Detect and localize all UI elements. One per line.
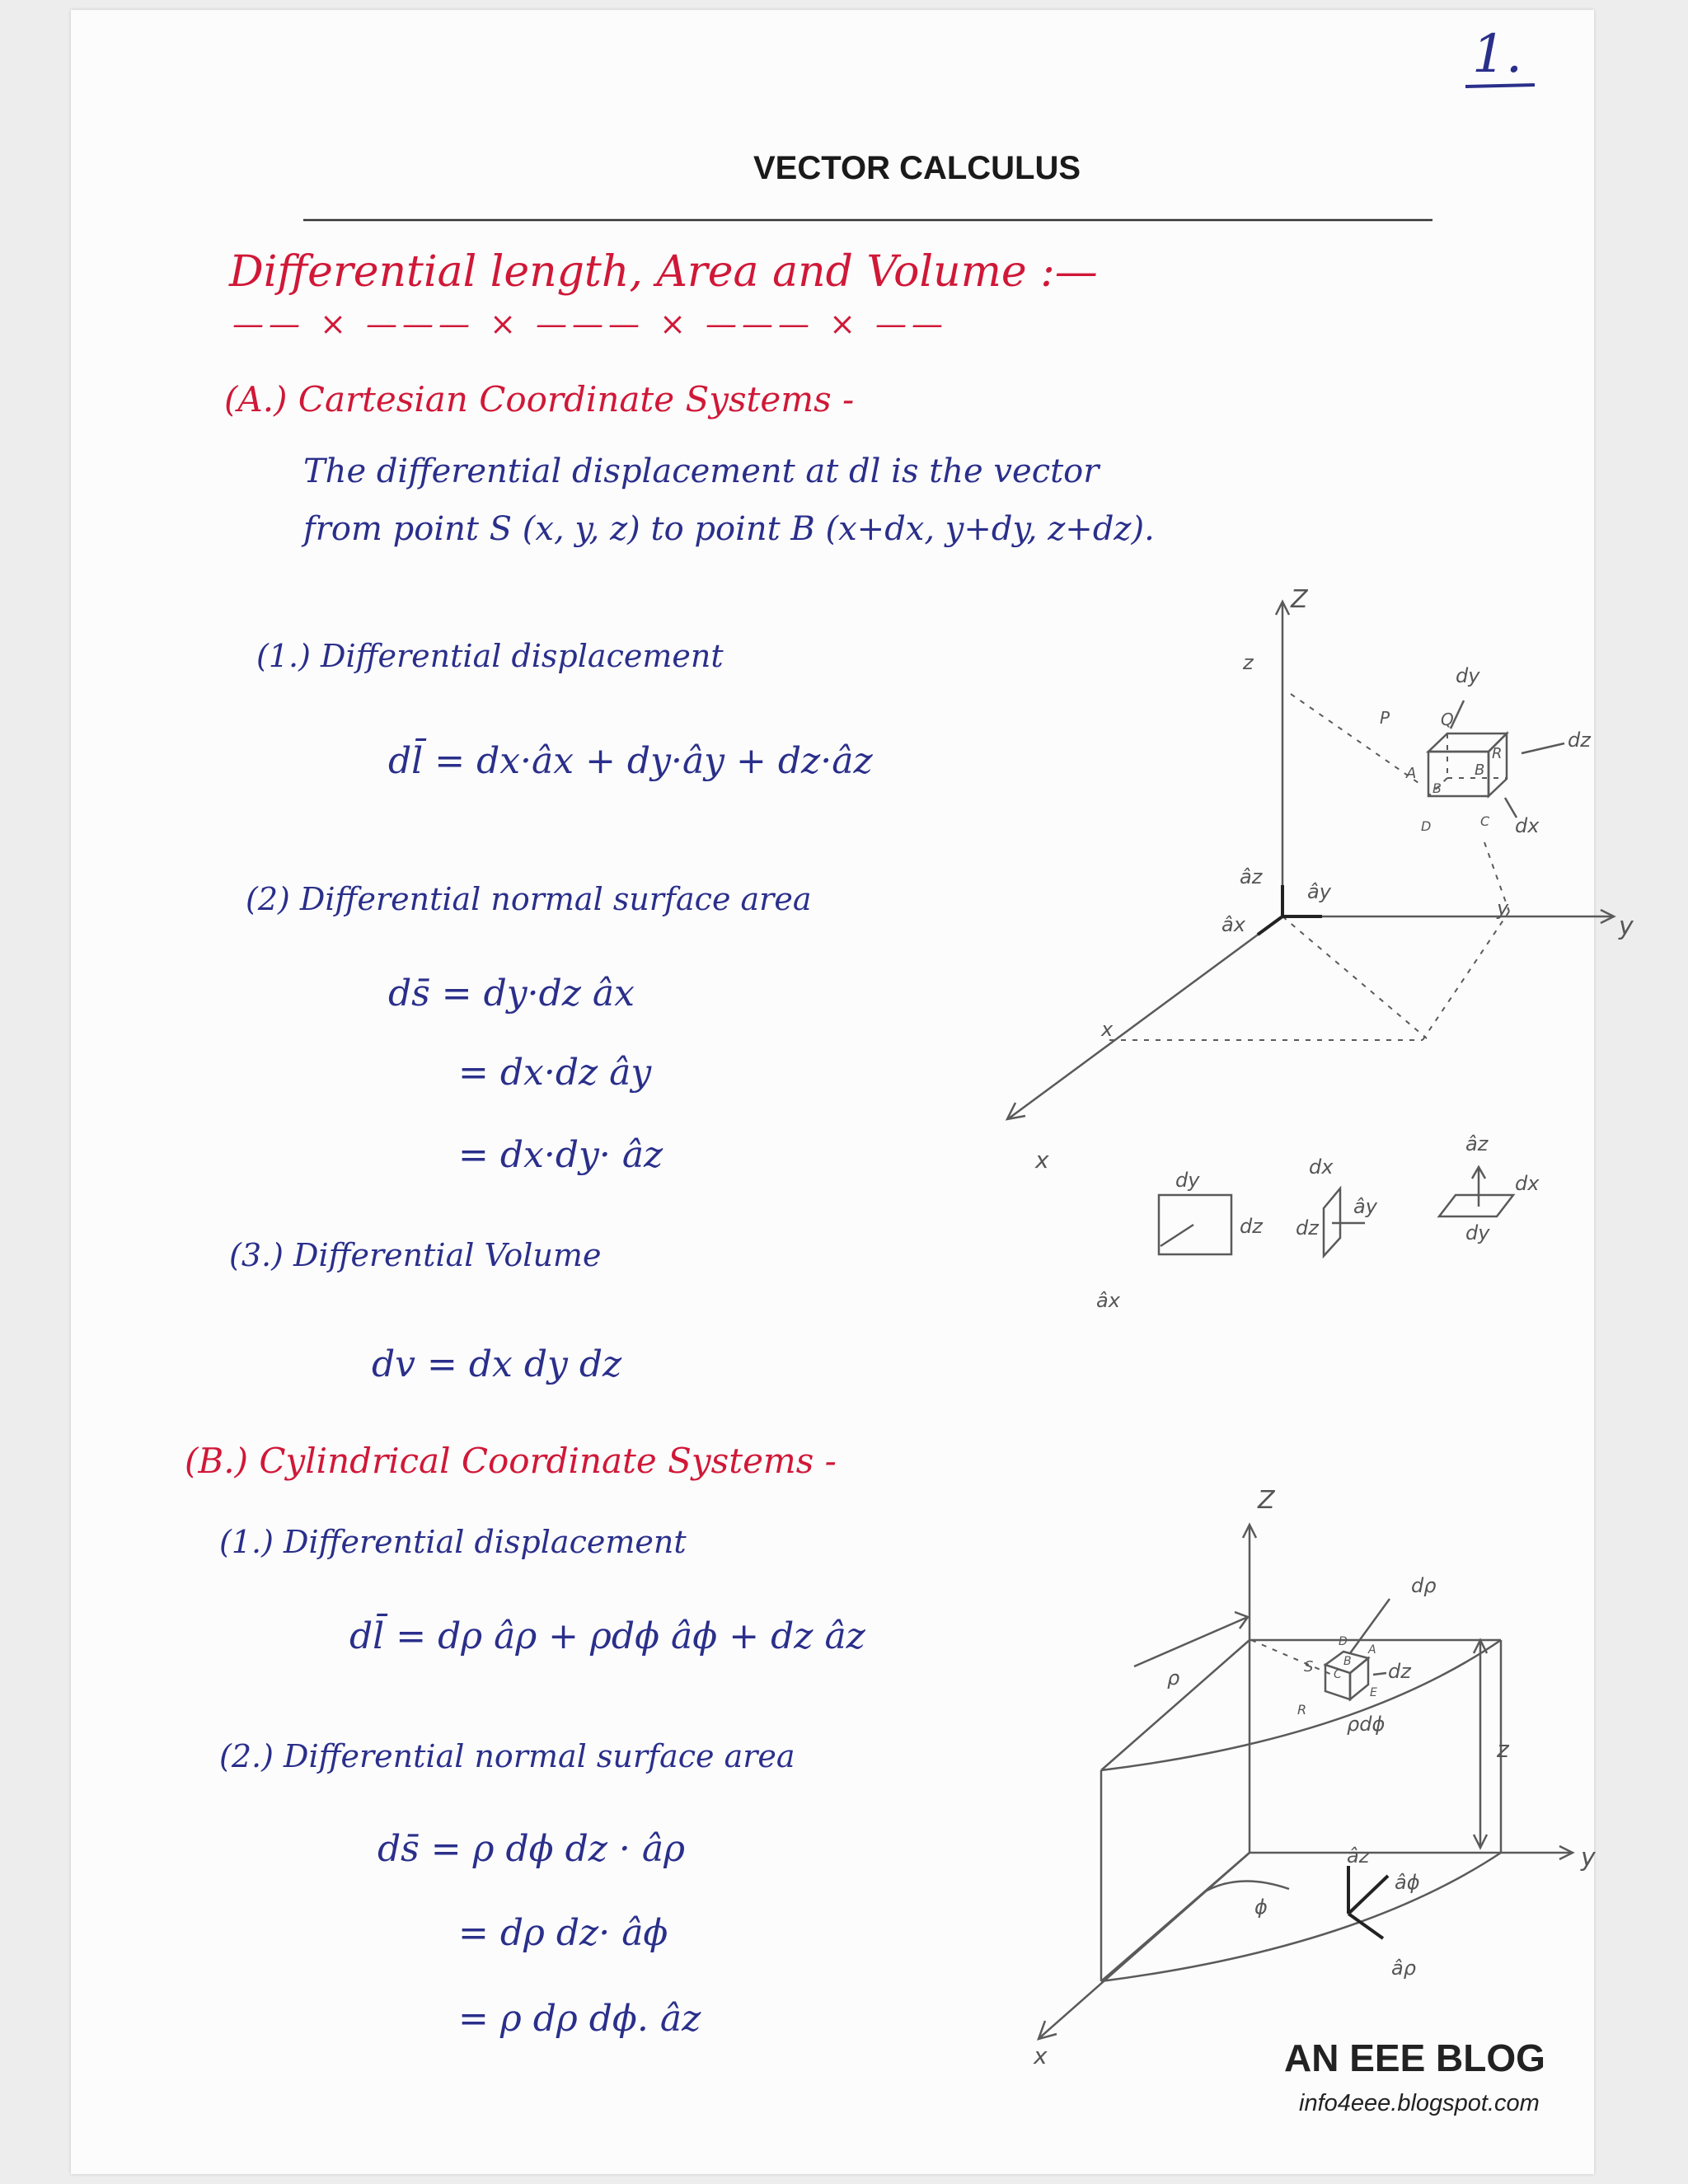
unit-rho-label: âρ (1391, 1957, 1416, 1980)
unit-y-label: ây (1307, 880, 1331, 903)
z-dimension-label: z (1497, 1736, 1509, 1763)
axis-label-x-end: x (1035, 1146, 1049, 1174)
cartesian-surface-eq2: = dx·dz ây (458, 1052, 652, 1094)
cylindrical-surface-eq2: = dρ dz· âϕ (458, 1912, 668, 1954)
vertex-p: P (1380, 708, 1390, 728)
az-patch (1439, 1132, 1540, 1244)
sector-radius-top (1101, 1640, 1250, 1770)
cartesian-surface-label: (2) Differential normal surface area (246, 881, 812, 917)
increment-dz-pointer (1522, 743, 1564, 753)
label-a: A (1368, 1643, 1376, 1657)
label-c: C (1334, 1668, 1342, 1681)
axis-label-z-top: Z (1258, 1486, 1275, 1515)
cylindrical-surface-eq1: ds̄ = ρ dϕ dz · âρ (377, 1828, 685, 1870)
cartesian-surface-eq3: = dx·dy· âz (458, 1134, 663, 1176)
vertex-q: Q (1441, 710, 1454, 729)
cylindrical-surface-label: (2.) Differential normal surface area (219, 1738, 795, 1774)
page-number: 1. (1472, 24, 1523, 85)
cartesian-displacement-label: (1.) Differential displacement (256, 638, 724, 674)
increment-dz: dz (1568, 729, 1591, 752)
label-d: D (1339, 1635, 1348, 1648)
axis-label-y: y (1581, 1844, 1596, 1872)
cube-side-face (1489, 733, 1507, 796)
az-patch-bottom: dy (1465, 1221, 1490, 1244)
sector-radius-bottom (1101, 1853, 1250, 1981)
cylindrical-surface-eq3: = ρ dρ dϕ. âz (458, 1998, 701, 2040)
ax-patch (1096, 1169, 1264, 1312)
increment-dx: dx (1515, 814, 1540, 837)
cartesian-title: (A.) Cartesian Coordinate Systems - (224, 379, 855, 419)
axis-label-x: x (1101, 1018, 1114, 1041)
increment-dy: dy (1456, 664, 1480, 687)
vertex-r: R (1492, 745, 1503, 762)
cartesian-volume-eq: dv = dx dy dz (372, 1343, 622, 1385)
unit-z-label: âz (1240, 865, 1263, 888)
origin-diagonal (1282, 916, 1427, 1038)
base-diagonal (1423, 912, 1509, 1040)
section-heading: Differential length, Area and Volume :— (229, 247, 1098, 297)
x-axis (1009, 916, 1282, 1118)
blog-url[interactable]: info4eee.blogspot.com (1299, 2090, 1540, 2116)
unit-x-arrow (1258, 916, 1282, 935)
unit-phi-label: âϕ (1395, 1871, 1420, 1894)
sector-bottom-arc (1101, 1853, 1501, 1981)
cartesian-diagram (978, 579, 1634, 1320)
axis-label-y-end: y (1619, 912, 1634, 941)
az-patch-unit: âz (1465, 1132, 1489, 1155)
ay-patch-unit: ây (1353, 1195, 1377, 1218)
az-patch-side: dx (1515, 1172, 1540, 1195)
label-rhodphi: ρdϕ (1347, 1713, 1386, 1736)
unit-z-label: âz (1347, 1844, 1370, 1868)
ay-patch (1296, 1155, 1378, 1256)
cylindrical-title: (B.) Cylindrical Coordinate Systems - (185, 1441, 837, 1481)
rho-arrow (1134, 1617, 1248, 1666)
vertex-c: C (1480, 813, 1490, 829)
label-dz: dz (1388, 1660, 1411, 1683)
ax-patch-top: dy (1175, 1169, 1200, 1192)
ax-patch-unit: âx (1096, 1289, 1120, 1312)
axis-label-z: z (1243, 651, 1254, 674)
axis-label-y: y (1497, 897, 1509, 920)
cylindrical-displacement-eq: dl̄ = dρ âρ + ρdϕ âϕ + dz âz (349, 1615, 865, 1657)
label-rho: ρ (1167, 1666, 1180, 1690)
label-drho: dρ (1411, 1574, 1437, 1597)
vertex-d: D (1421, 818, 1432, 834)
cylindrical-diagram (1010, 1477, 1604, 2070)
phi-arc (1207, 1881, 1289, 1891)
vertex-b-inner: B (1432, 780, 1442, 796)
ay-patch-side: dz (1296, 1216, 1319, 1240)
z-projection (1291, 694, 1418, 783)
sector-dashed-guide (1251, 1640, 1332, 1675)
cylindrical-displacement-label: (1.) Differential displacement (219, 1524, 687, 1560)
ax-patch-side: dz (1240, 1215, 1263, 1238)
unit-rho-arrow (1348, 1914, 1383, 1938)
cartesian-displacement-eq: dl̄ = dx·âx + dy·ây + dz·âz (388, 740, 873, 782)
cartesian-volume-label: (3.) Differential Volume (229, 1237, 602, 1273)
vertex-a: A (1406, 765, 1417, 782)
cartesian-intro-line1: The differential displacement at dl is the vector (303, 452, 1100, 490)
document-page (71, 10, 1634, 2174)
element-side-face (1350, 1658, 1368, 1699)
cartesian-intro-line2: from point S (x, y, z) to point B (x+dx, y+dy, z+dz). (303, 510, 1155, 548)
unit-phi-arrow (1348, 1876, 1388, 1914)
label-e: E (1370, 1686, 1377, 1699)
unit-x-label: âx (1221, 913, 1245, 936)
label-r: R (1297, 1702, 1307, 1718)
title-rule (71, 10, 1594, 257)
label-phi: ϕ (1254, 1896, 1268, 1919)
blog-name: AN EEE BLOG (1284, 2036, 1545, 2079)
vertex-b: B (1475, 762, 1485, 779)
axis-label-z-top: Z (1291, 585, 1308, 614)
page-title: VECTOR CALCULUS (753, 150, 1081, 186)
cartesian-surface-eq1: ds̄ = dy·dz âx (388, 972, 635, 1015)
axis-label-x: x (1034, 2042, 1048, 2069)
dz-pointer (1373, 1673, 1386, 1675)
label-b: B (1343, 1655, 1352, 1668)
label-s: S (1304, 1658, 1314, 1675)
ay-patch-top: dx (1309, 1155, 1334, 1179)
heading-divider: —— × ——— × ——— × ——— × —— (232, 306, 948, 342)
